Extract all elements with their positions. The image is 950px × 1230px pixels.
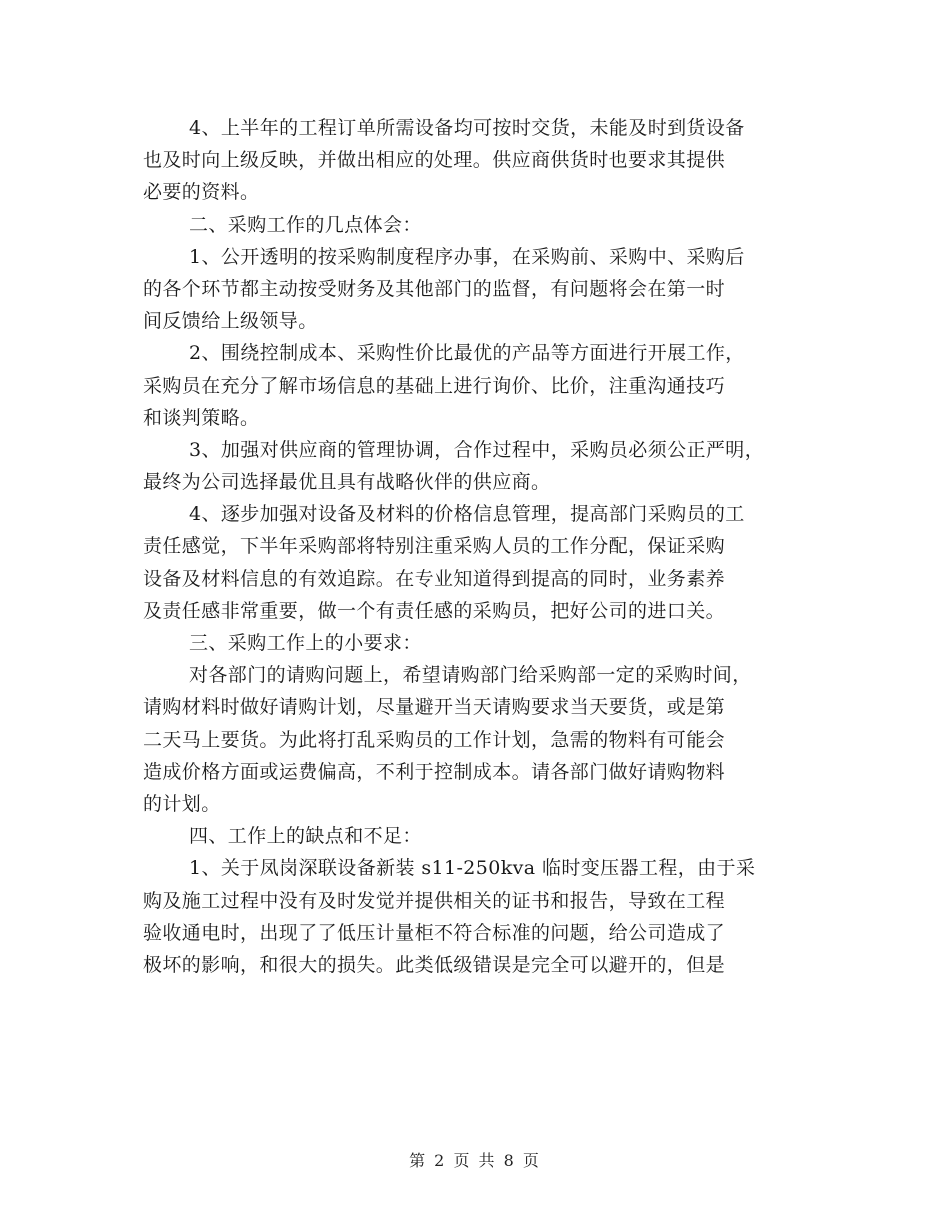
page-number-footer: 第 2 页 共 8 页: [409, 1151, 541, 1170]
text-line: 及责任感非常重要，做一个有责任感的采购员，把好公司的进口关。: [143, 599, 726, 622]
text-line: 责任感觉，下半年采购部将特别注重采购人员的工作分配，保证采购: [143, 535, 726, 558]
text-line: 1、关于凤岗深联设备新装 s11-250kva 临时变压器工程，由于采: [189, 857, 756, 880]
text-line: 必要的资料。: [143, 181, 260, 204]
text-line: 四、工作上的缺点和不足：: [189, 825, 422, 848]
text-line: 造成价格方面或运费偏高，不利于控制成本。请各部门做好请购物料: [143, 760, 726, 783]
text-line: 和谈判策略。: [143, 406, 260, 429]
text-line: 的计划。: [143, 792, 221, 815]
text-line: 采购员在充分了解市场信息的基础上进行询价、比价，注重沟通技巧: [143, 374, 726, 397]
text-line: 购及施工过程中没有及时发觉并提供相关的证书和报告，导致在工程: [143, 889, 726, 912]
text-line: 3、加强对供应商的管理协调，合作过程中，采购员必须公正严明，: [189, 438, 765, 461]
text-line: 2、围绕控制成本、采购性价比最优的产品等方面进行开展工作，: [189, 342, 745, 365]
text-line: 的各个环节都主动按受财务及其他部门的监督，有问题将会在第一时: [143, 277, 726, 300]
text-line: 间反馈给上级领导。: [143, 310, 318, 333]
text-line: 极坏的影响，和很大的损失。此类低级错误是完全可以避开的，但是: [143, 953, 726, 976]
text-line: 三、采购工作上的小要求：: [189, 632, 422, 654]
text-line: 最终为公司选择最优且具有战略伙伴的供应商。: [143, 471, 551, 494]
text-line: 也及时向上级反映，并做出相应的处理。供应商供货时也要求其提供: [143, 149, 726, 172]
text-line: 1、公开透明的按采购制度程序办事，在采购前、采购中、采购后: [189, 245, 745, 268]
text-line: 二、采购工作的几点体会：: [189, 213, 422, 236]
document-body: [143, 112, 833, 981]
text-line: 4、逐步加强对设备及材料的价格信息管理，提高部门采购员的工: [189, 503, 745, 526]
text-line: 设备及材料信息的有效追踪。在专业知道得到提高的同时，业务素养: [143, 567, 726, 590]
text-line: 4、上半年的工程订单所需设备均可按时交货，未能及时到货设备: [189, 117, 745, 139]
text-line: 验收通电时，出现了了低压计量柜不符合标准的问题，给公司造成了: [143, 921, 726, 944]
text-line: 请购材料时做好请购计划，尽量避开当天请购要求当天要货，或是第: [143, 696, 726, 719]
text-line: 对各部门的请购问题上，希望请购部门给采购部一定的采购时间，: [189, 664, 752, 687]
text-line: 二天马上要货。为此将打乱采购员的工作计划，急需的物料有可能会: [143, 728, 726, 751]
